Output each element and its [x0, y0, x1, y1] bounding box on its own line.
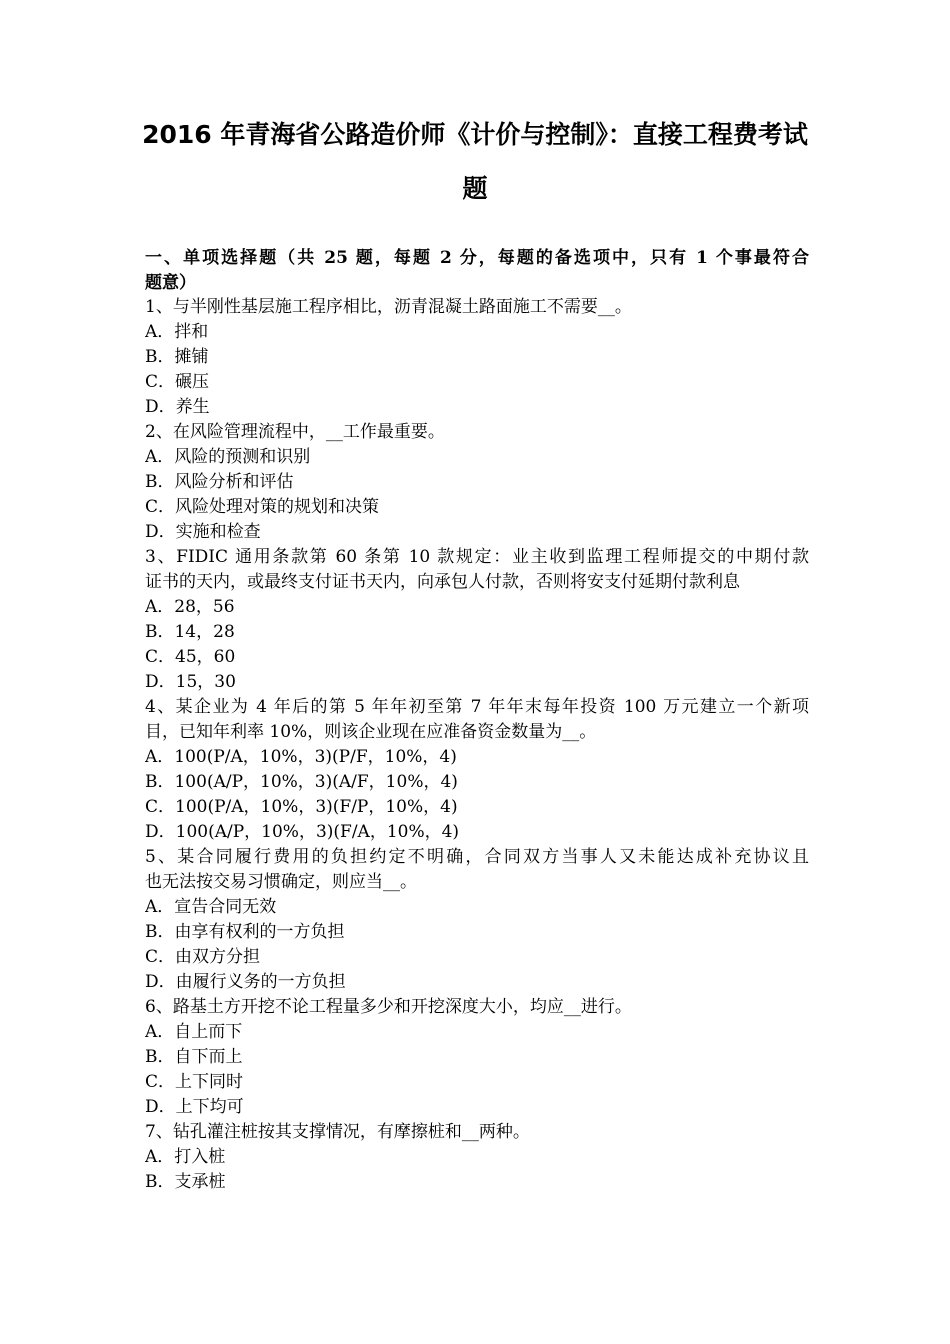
question-item [145, 420, 809, 545]
question-item [145, 695, 809, 845]
question-item [145, 545, 809, 695]
answer-option: A．风险的预测和识别 [145, 447, 311, 467]
answer-option: C．45，60 [145, 647, 236, 667]
answer-option: B．自下而上 [145, 1047, 243, 1067]
answer-option: D．100(A/P，10%，3)(F/A，10%，4) [145, 822, 460, 842]
answer-option: A．100(P/A，10%，3)(P/F，10%，4) [145, 747, 457, 767]
question-list [145, 295, 809, 1195]
answer-option: A．28，56 [145, 597, 235, 617]
answer-option: A．自上而下 [145, 1022, 243, 1042]
question-stem: 6、路基土方开挖不论工程量多少和开挖深度大小，均应__进行。 [145, 997, 632, 1017]
answer-option: C．由双方分担 [145, 947, 261, 967]
answer-option: C．碾压 [145, 372, 210, 392]
question-stem: 也无法按交易习惯确定，则应当__。 [145, 872, 417, 892]
answer-option: A．宣告合同无效 [145, 897, 277, 917]
answer-option: C．100(P/A，10%，3)(F/P，10%，4) [145, 797, 458, 817]
question-stem: 4、某企业为 4 年后的第 5 年年初至第 7 年年末每年投资 100 万元建立一个新项 [145, 697, 809, 717]
question-stem: 7、钻孔灌注桩按其支撑情况，有摩擦桩和__两种。 [145, 1122, 530, 1142]
question-stem: 2、在风险管理流程中，__工作最重要。 [145, 422, 445, 442]
question-stem: 证书的天内，或最终支付证书天内，向承包人付款，否则将安支付延期付款利息 [145, 572, 740, 592]
answer-option: D．上下均可 [145, 1097, 244, 1117]
answer-option: B．风险分析和评估 [145, 472, 294, 492]
question-item [145, 295, 809, 420]
answer-option: D．15，30 [145, 672, 236, 692]
question-item [145, 845, 809, 995]
answer-option: A．拌和 [145, 322, 209, 342]
answer-option: B．支承桩 [145, 1172, 226, 1192]
answer-option: A．打入桩 [145, 1147, 226, 1167]
answer-option: D．由履行义务的一方负担 [145, 972, 346, 992]
question-item [145, 995, 809, 1120]
question-stem: 5、某合同履行费用的负担约定不明确，合同双方当事人又未能达成补充协议且 [145, 847, 809, 867]
answer-option: C．风险处理对策的规划和决策 [145, 497, 380, 517]
answer-option: B．摊铺 [145, 347, 209, 367]
answer-option: B．100(A/P，10%，3)(A/F，10%，4) [145, 772, 458, 792]
section-heading-line-1: 一、单项选择题（共 25 题，每题 2 分，每题的备选项中，只有 1 个事最符合 [145, 248, 809, 268]
question-stem: 3、FIDIC 通用条款第 60 条第 10 款规定：业主收到监理工程师提交的中期付款 [145, 547, 809, 567]
answer-option: B．14，28 [145, 622, 235, 642]
answer-option: C．上下同时 [145, 1072, 244, 1092]
section-heading-line-2: 题意） [145, 273, 196, 293]
answer-option: B．由享有权利的一方负担 [145, 922, 345, 942]
answer-option: D．养生 [145, 397, 210, 417]
question-stem: 目，已知年利率 10%，则该企业现在应准备资金数量为__。 [145, 722, 597, 742]
question-item [145, 1120, 809, 1195]
answer-option: D．实施和检查 [145, 522, 261, 542]
document-title-line-1: 2016 年青海省公路造价师《计价与控制》：直接工程费考试 [142, 120, 808, 149]
question-stem: 1、与半刚性基层施工程序相比，沥青混凝土路面施工不需要__。 [145, 297, 632, 317]
document-title-line-2: 题 [462, 174, 488, 203]
section-heading [145, 246, 809, 296]
